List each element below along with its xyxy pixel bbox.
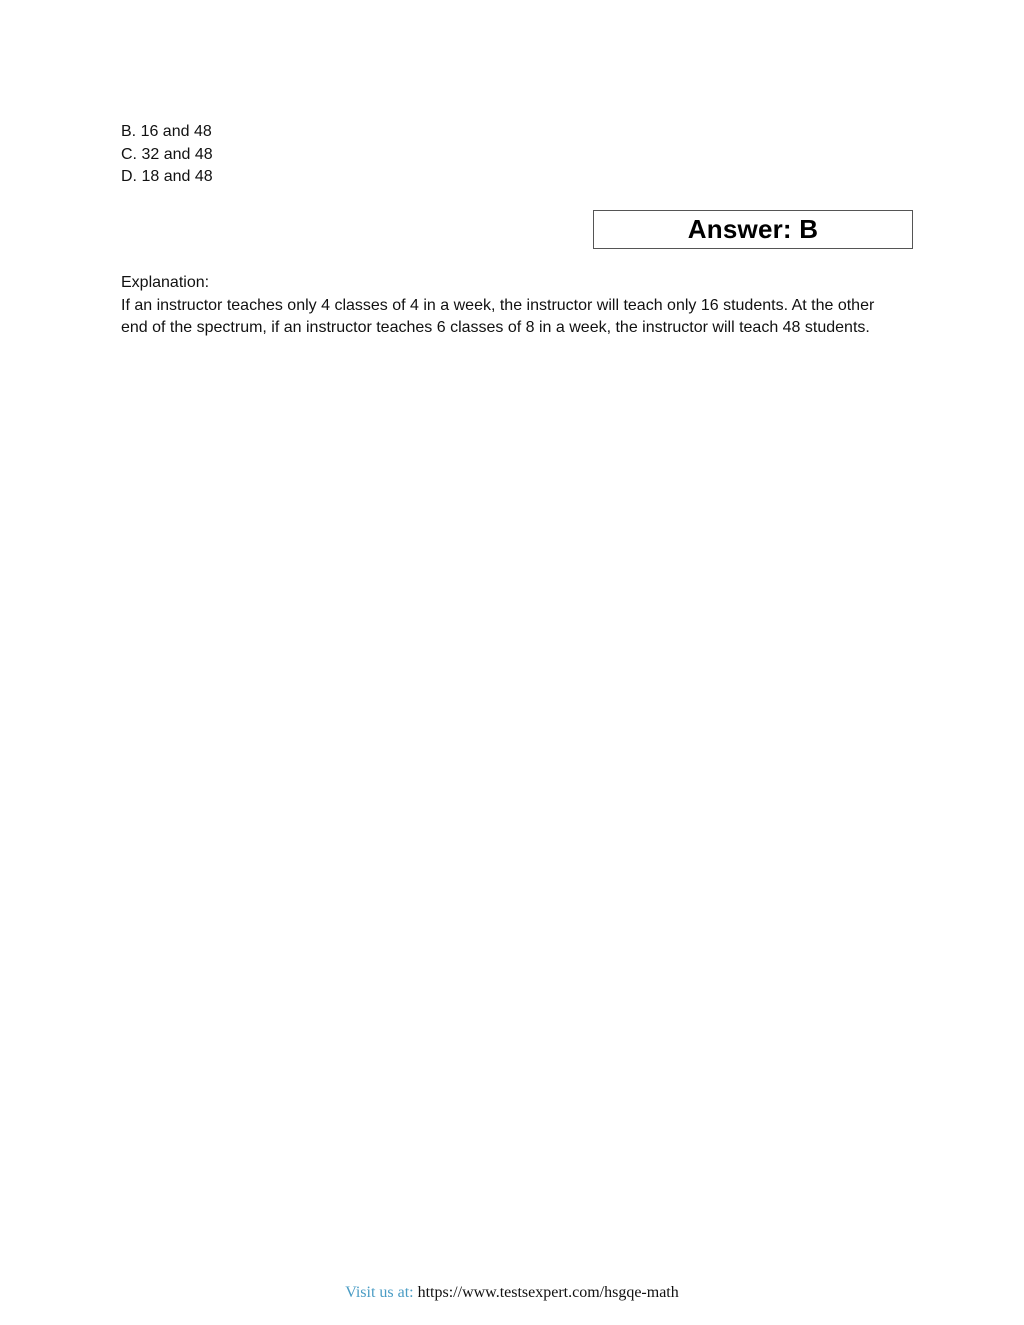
explanation-body: If an instructor teaches only 4 classes of 4 in a week, the instructor will teach only 16 students. At the other end of the spectrum, if an instructor teaches 6 classes of 8 in a week, the instructor will teach 48 students. [121,296,875,337]
explanation-section [121,272,901,340]
answer-options-list [121,121,213,189]
option-b: B. 16 and 48 [121,123,212,140]
option-d: D. 18 and 48 [121,168,213,186]
answer-text: Answer: B [687,214,819,244]
answer-box [593,210,913,249]
footer-label: Visit us at: [345,1284,418,1301]
page-footer [0,1284,1024,1302]
option-c: C. 32 and 48 [121,145,213,163]
explanation-label: Explanation: [121,274,210,291]
footer-url-link[interactable]: https://www.testsexpert.com/hsgqe-math [417,1284,679,1301]
